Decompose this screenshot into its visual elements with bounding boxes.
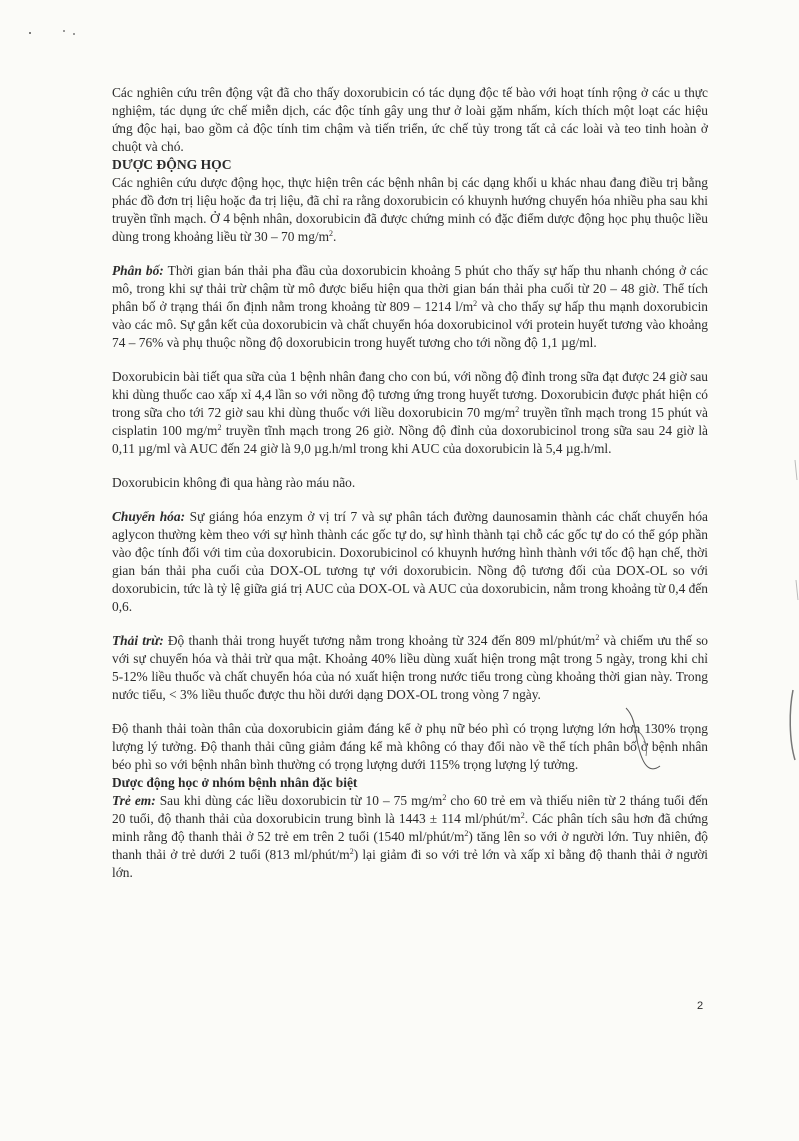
children-label: Trẻ em: bbox=[112, 793, 156, 808]
elimination-paragraph bbox=[112, 632, 708, 704]
handwritten-mark bbox=[608, 700, 678, 780]
children-text-3: . Các phân tích sâu hơn đã chứng minh rằng độ thanh thải ở 52 trẻ em trên 2 tuổi (1540 ml/phút/m bbox=[112, 811, 708, 844]
superscript: 2 bbox=[329, 229, 334, 238]
scan-marks bbox=[28, 28, 88, 38]
metabolism-label: Chuyển hóa: bbox=[112, 509, 186, 524]
pk-intro-end: . bbox=[333, 229, 337, 244]
milk-text-3: truyền tĩnh mạch trong 26 giờ. Nồng độ đỉnh của doxorubicinol trong sữa sau 24 giờ là 0,11 µg/ml và AUC đến 24 giờ là 9,0 µg.h/ml trong khi AUC của doxorubicin là 5,4 µg.h/ml. bbox=[112, 423, 708, 456]
metabolism-text: Sự giáng hóa enzym ở vị trí 7 và sự phân tách đường daunosamin thành các chất chuyển hóa aglycon thường kèm theo với sự hình thành các gốc tự do, sự hình thành tại chỗ các gốc tự do có thể góp phần vào độc tính đối với tim của doxorubicin. Doxorubicinol có khuynh hướng hình thành với tốc độ hạn chế, thời gian bán thải pha cuối của DOX-OL tương tự với doxorubicin. Nồng độ tương đối của DOX-OL so với doxorubicin, tức là tỷ lệ giữa giá trị AUC của DOX-OL và AUC của doxorubicin, nằm trong khoảng từ 0,4 đến 0,6. bbox=[112, 509, 709, 614]
elimination-label: Thải trừ: bbox=[112, 633, 164, 648]
superscript: 2 bbox=[520, 811, 525, 820]
superscript: 2 bbox=[595, 633, 600, 642]
children-text-5: ) lại giảm đi so với trẻ lớn và xấp xỉ bằng độ thanh thải ở người lớn. bbox=[112, 847, 708, 880]
special-populations-heading: Dược động học ở nhóm bệnh nhân đặc biệt bbox=[112, 775, 358, 790]
pk-intro-text: Các nghiên cứu dược động học, thực hiện trên các bệnh nhân bị các dạng khối u khác nhau đang điều trị bằng phác đồ đơn trị liệu hoặc đa trị liệu, đã chỉ ra rằng doxorubicin có khuynh hướng chuyển hóa nhiều pha sau khi truyền tĩnh mạch. Ở 4 bệnh nhân, doxorubicin đã được chứng minh có đặc điểm dược động học phụ thuộc liều dùng trong khoảng liều từ 30 – 70 mg/m bbox=[112, 175, 708, 244]
superscript: 2 bbox=[349, 847, 354, 856]
distribution-label: Phân bố: bbox=[112, 263, 164, 278]
superscript: 2 bbox=[515, 405, 520, 414]
distribution-text: Thời gian bán thải pha đầu của doxorubicin khoảng 5 phút cho thấy sự hấp thu nhanh chóng ở các mô, trong khi sự thải trừ chậm từ mô được biểu hiện qua thời gian bán thải pha cuối từ 20 – 48 giờ. Thể tích phân bố ở trạng thái ổn định nằm trong khoảng từ 809 – 1214 l/m bbox=[112, 263, 708, 314]
pk-heading: DƯỢC ĐỘNG HỌC bbox=[112, 157, 232, 172]
children-text-4: ) tăng lên so với ở người lớn. Tuy nhiên, độ thanh thải ở trẻ dưới 2 tuổi (813 ml/phút/m bbox=[112, 829, 708, 862]
pk-intro-paragraph bbox=[112, 174, 708, 246]
page-number: 2 bbox=[697, 1000, 704, 1012]
superscript: 2 bbox=[442, 793, 447, 802]
milk-text-2: truyền tĩnh mạch trong 15 phút và cisplatin 100 mg/m bbox=[112, 405, 708, 438]
metabolism-paragraph bbox=[112, 508, 708, 616]
obese-paragraph: Độ thanh thải toàn thân của doxorubicin giảm đáng kể ở phụ nữ béo phì có trọng lượng lớn hơn 130% trọng lượng lý tưởng. Độ thanh thải cũng giảm đáng kể mà không có thay đổi nào về thể tích phân bố ở bệnh nhân béo phì so với bệnh nhân bình thường có trọng lượng dưới 115% trọng lượng lý tưởng. bbox=[112, 721, 708, 772]
superscript: 2 bbox=[217, 423, 222, 432]
scan-edge-marks bbox=[787, 460, 799, 780]
distribution-text-2: và cho thấy sự hấp thu mạnh doxorubicin vào các mô. Sự gắn kết của doxorubicin và chất chuyển hóa doxorubicinol với protein huyết tương vào khoảng 74 – 76% và phụ thuộc nồng độ doxorubicin trong huyết tương cho tới nồng độ 1,1 µg/ml. bbox=[112, 299, 708, 350]
bbb-paragraph: Doxorubicin không đi qua hàng rào máu não. bbox=[112, 475, 356, 490]
intro-text: Các nghiên cứu trên động vật đã cho thấy doxorubicin có tác dụng độc tế bào với hoạt tính rộng ở các u thực nghiệm, tác dụng ức chế miễn dịch, các độc tính gây ung thư ở loài gặm nhấm, kích thích một loạt các hiệu ứng độc hại, bao gồm cả độc tính tim chậm và tiến triển, ức chế tủy trong tất cả các loài và teo tinh hoàn ở chuột và chó. bbox=[112, 85, 708, 154]
intro-paragraph bbox=[112, 84, 708, 156]
distribution-paragraph bbox=[112, 262, 708, 352]
elimination-text-2: và chiếm ưu thế so với sự chuyển hóa và thải trừ qua mật. Khoảng 40% liều dùng xuất hiện trong mật trong 5 ngày, trong khi chỉ 5-12% liều thuốc và chất chuyển hóa của nó xuất hiện trong nước tiểu trong cùng khoảng thời gian này. Trong nước tiểu, < 3% liều thuốc được thu hồi dưới dạng DOX-OL trong vòng 7 ngày. bbox=[112, 633, 708, 702]
milk-paragraph bbox=[112, 368, 708, 458]
superscript: 2 bbox=[464, 829, 469, 838]
superscript: 2 bbox=[473, 299, 478, 308]
children-text: Sau khi dùng các liều doxorubicin từ 10 – 75 mg/m bbox=[155, 793, 443, 808]
children-text-2: cho 60 trẻ em và thiếu niên từ 2 tháng tuổi đến 20 tuổi, độ thanh thải của doxorubicin trung bình là 1443 ± 114 ml/phút/m bbox=[112, 793, 708, 826]
children-paragraph bbox=[112, 792, 708, 882]
milk-text: Doxorubicin bài tiết qua sữa của 1 bệnh nhân đang cho con bú, với nồng độ đỉnh trong sữa đạt được 24 giờ sau khi dùng thuốc cao xấp xỉ 4,4 lần so với nồng độ tương ứng trong huyết tương. Doxorubicin được phát hiện có trong sữa cho tới 72 giờ sau khi dùng thuốc với liều doxorubicin 70 mg/m bbox=[112, 369, 708, 420]
elimination-text: Độ thanh thải trong huyết tương nằm trong khoảng từ 324 đến 809 ml/phút/m bbox=[163, 633, 596, 648]
